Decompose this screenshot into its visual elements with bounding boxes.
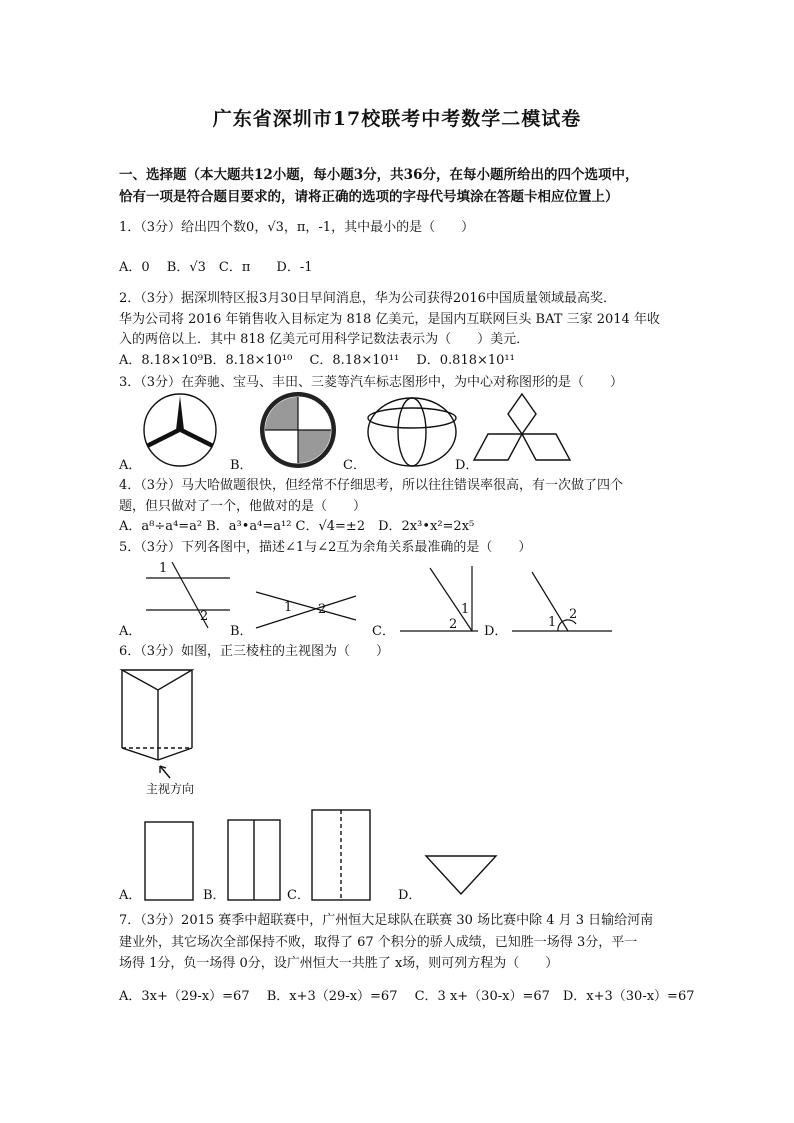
q1-stem: 1．（3分）给出四个数0，√3，π，-1，其中最小的是（ ） (119, 220, 475, 235)
q3-label-b: B． (230, 458, 253, 473)
q2-line2: 华为公司将 2016 年销售收入目标定为 818 亿美元，是国内互联网巨头 BAT 三家 2014 年收 (119, 312, 660, 327)
q1-options: A．0 B．√3 C．π D．-1 (119, 260, 313, 275)
q6-stem: 6．（3分）如图，正三棱柱的主视图为（ ） (119, 644, 390, 659)
q5d-angle1: 1 (548, 615, 557, 630)
section-heading-line1: 一、选择题（本大题共12小题，每小题3分，共36分，在每小题所给出的四个选项中， (119, 167, 639, 183)
q7-line3: 场得 1分，负一场得 0分，设广州恒大一共胜了 x场，则可列方程为（ ） (119, 956, 559, 971)
q7-options: A．3x+（29-x）=67 B．x+3（29-x）=67 C．3 x+（30-x）=67 D．x+3（30-x）=67 (119, 989, 695, 1004)
q5d-angle2: 2 (569, 607, 578, 622)
q6-label-a: A． (119, 888, 142, 903)
q5-label-d: D． (484, 624, 508, 639)
q5c-angle1: 1 (461, 602, 470, 617)
q5b-angle1: 1 (284, 600, 293, 615)
mercedes-logo-icon (144, 394, 216, 466)
q5c-angle2: 2 (449, 617, 458, 632)
section-heading-line2: 恰有一项是符合题目要求的，请将正确的选项的字母代号填涂在答题卡相应位置上） (119, 189, 619, 205)
q5-label-a: A． (119, 624, 142, 639)
bmw-logo-icon (260, 392, 336, 468)
q6-label-c: C． (287, 888, 310, 903)
q2-line1: 2．（3分）据深圳特区报3月30日早间消息，华为公司获得2016中国质量领域最高奖． (119, 291, 616, 306)
q4-line1: 4．（3分）马大哈做题很快，但经常不仔细思考，所以往往错误率很高，有一次做了四个 (119, 478, 624, 493)
q5-label-c: C． (372, 624, 395, 639)
q5-stem: 5．（3分）下列各图中，描述∠1与∠2互为余角关系最准确的是（ ） (119, 540, 532, 555)
q6-prism-figure (114, 660, 214, 780)
q5-label-b: B． (230, 624, 253, 639)
q3-stem: 3．（3分）在奔驰、宝马、丰田、三菱等汽车标志图形中，为中心对称图形的是（ ） (119, 375, 624, 390)
q6-label-b: B． (203, 888, 226, 903)
q3-label-d: D． (455, 458, 479, 473)
q3-label-a: A． (119, 458, 142, 473)
q4-options: A．a⁸÷a⁴=a² B．a³•a⁴=a¹² C．√4=±2 D．2x³•x²=2x⁵ (119, 519, 475, 534)
q4-line2: 题，但只做对了一个，他做对的是（ ） (119, 499, 367, 514)
q2-line3: 入的两倍以上．其中 818 亿美元可用科学记数法表示为（ ）美元． (119, 332, 530, 347)
q6-label-d: D． (398, 888, 422, 903)
q7-line2: 建业外，其它场次全部保持不败，取得了 67 个积分的骄人成绩，已知胜一场得 3分，平一 (119, 935, 638, 950)
q6-caption: 主视方向 (146, 782, 195, 796)
q5a-angle1: 1 (159, 561, 168, 576)
q7-line1: 7．（3分）2015 赛季中超联赛中，广州恒大足球队在联赛 30 场比赛中除 4 月 3 日输给河南 (119, 913, 654, 928)
q5a-angle2: 2 (200, 609, 209, 624)
q5b-angle2: 2 (318, 602, 327, 617)
toyota-logo-icon (368, 398, 456, 466)
q2-options: A．8.18×10⁹B．8.18×10¹⁰ C．8.18×10¹¹ D．0.818×10¹¹ (119, 353, 515, 368)
mitsubishi-logo-icon (474, 394, 570, 460)
page-title: 广东省深圳市17校联考中考数学二模试卷 (212, 108, 582, 130)
q3-label-c: C． (343, 458, 366, 473)
